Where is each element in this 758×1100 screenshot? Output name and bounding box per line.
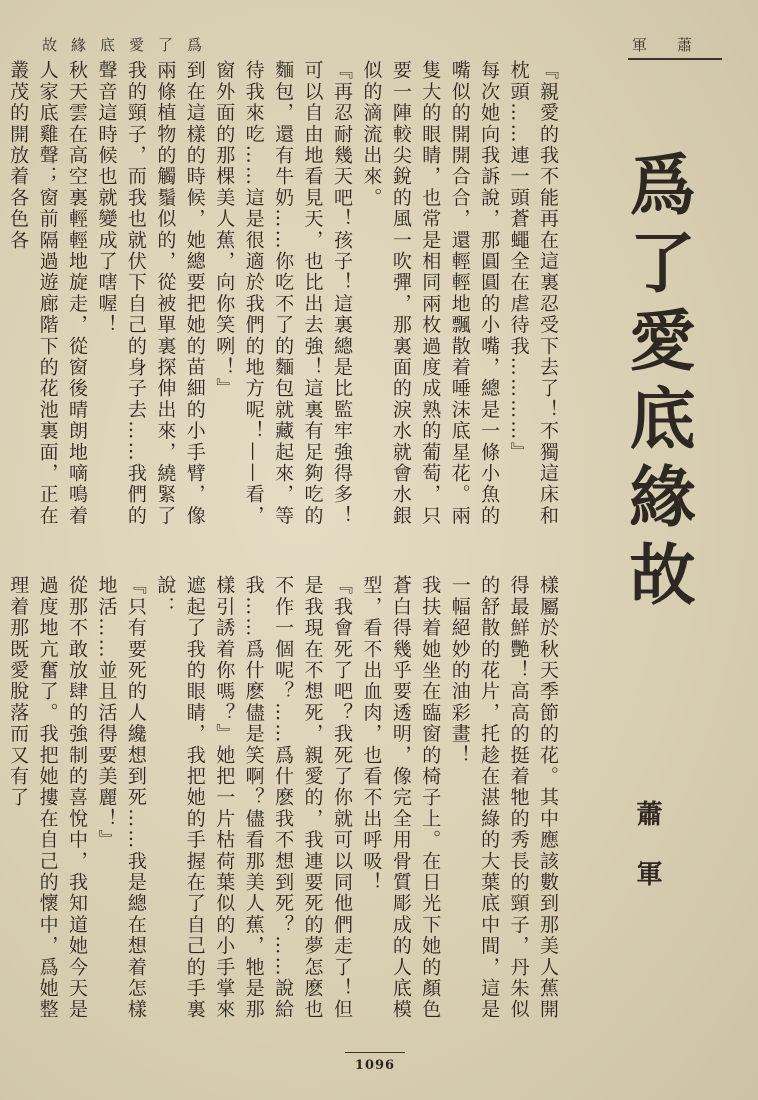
- text-block-bottom: [7, 575, 562, 1035]
- paragraph: 我扶着她坐在臨窗的椅子上。在日光下她的顏色蒼白得幾乎要透明，像完全用骨質彫成的人底模型，看不出血肉，也看不出呼吸！: [360, 575, 442, 1021]
- paragraph: 樣屬於秋天季節的花。其中應該數到那美人蕉開得最鮮艷！高高的挺着牠的秀長的頸子，丹朱似的舒散的花片，托趁在湛綠的大葉底中間，這是一幅絕妙的油彩畫！: [448, 575, 559, 1021]
- paragraph: 從那不敢放肆的強制的喜悅中，我知道她今天是過度地亢奮了。我把她摟在自己的懷中，爲她整理着那既愛脫落而又有了: [7, 575, 88, 1021]
- running-title-left: 故緣底愛了爲: [42, 36, 217, 54]
- paragraph: 秋天雲在高空裏輕輕地旋走，從窗後晴朗地嘀鳴着人家底雞聲；窗前隔過遊廊階下的花池裏面，正在叢茂的開放着各色各: [7, 60, 88, 527]
- paragraph: 到在這樣的時候，她總要把她的苗細的小手臂，像兩條植物的觸鬚似的，從被單裏探伸出來，繞緊了我的頸子，而我也就伏下自己的身子去……我們的聲音這時候也就變成了嗐喔！: [95, 60, 206, 527]
- running-author-right: 軍蕭: [632, 36, 723, 54]
- footer-rule: [345, 1052, 405, 1053]
- header-rule: [628, 58, 722, 60]
- paragraph: 『只有要死的人纔想到死……我是總在想着怎樣地活……並且活得要美麗！』: [95, 575, 147, 1021]
- page-number: 1096: [354, 1058, 396, 1073]
- article-title: 爲了愛底緣故: [618, 150, 696, 618]
- paragraph: 『親愛的我不能再在這裏忍受下去了！不獨這床和枕頭……連一頭蒼蠅全在虐待我…………』: [507, 60, 559, 527]
- text-block-top: [7, 60, 562, 540]
- article-author: 蕭軍: [632, 800, 662, 920]
- paragraph: 每次她向我訴說，那圓圓的小嘴，總是一條小魚的嘴似的開開合合，還輕輕地飄散着唾沫底星花。兩隻大的眼睛，也常是相同兩枚過度成熟的葡萄，只要一陣較尖銳的風一吹彈，那裏面的淚水就會水銀似的滴流出來。: [360, 60, 501, 527]
- paragraph: 『再忍耐幾天吧！孩子！這裏總是比監牢強得多！可以自由地看見天，也比出去強！這裏有足夠吃的麵包，還有牛奶……你吃不了的麵包就藏起來，等待我來吃……這是很適於我們的地方呢！——看，窗外面的那棵美人蕉，向你笑咧！』: [213, 60, 353, 527]
- paragraph: 『我會死了吧？我死了你就可以同他們走了！但是我現在不想死，親愛的，我連要死的夢怎麽也不作一個呢？……爲什麽我不想到死？……說給我……爲什麽儘是笑啊？儘看那美人蕉，牠是那樣引誘着你嗎？』她把一片枯荷葉似的小手掌來遮起了我的眼睛，我把她的手握在了自己的手裏說：: [154, 575, 353, 1021]
